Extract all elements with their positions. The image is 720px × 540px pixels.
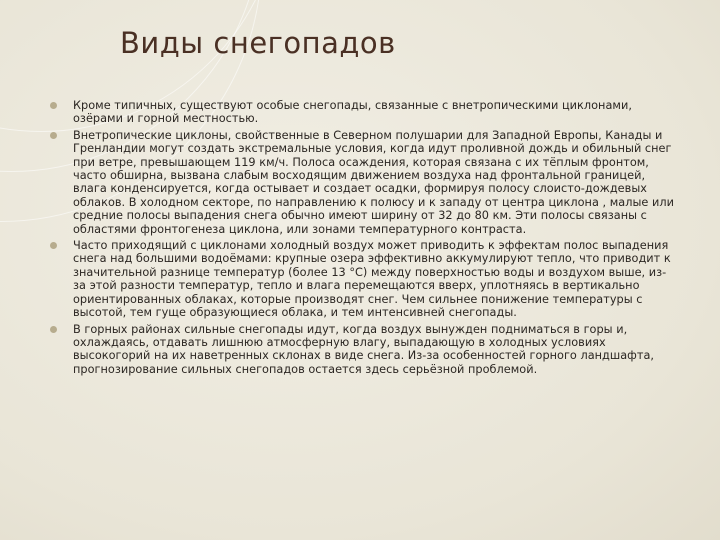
bullet-icon [50,326,57,333]
bullet-item [50,323,678,377]
bullet-item [50,239,678,319]
bullet-text: Часто приходящий с циклонами холодный воздух может приводить к эффектам полос выпадения снега над большими водоёмами: крупные озера эффективно аккумулируют тепло, что приводит к значительной разнице температур (более 13 °C) между поверхностью воды и воздухом выше, из-за этой разности температур, тепло и влага перемещаются вверх, уплотняясь в вертикально ориентированных облаках, которые производят снег. Чем сильнее понижение температуры с высотой, тем гуще образующиеся облака, и тем интенсивней снегопады. [73,239,671,320]
bullet-text: В горных районах сильные снегопады идут, когда воздух вынужден подниматься в горы и, охлаждаясь, отдавать лишнюю атмосферную влагу, выпадающую в холодных условиях высокогорий на их наветренных склонах в виде снега. Из-за особенностей горного ландшафта, прогнозирование сильных снегопадов остается здесь серьёзной проблемой. [73,322,655,376]
bullet-text: Кроме типичных, существуют особые снегопады, связанные с внетропическими циклонами, озёрами и горной местностью. [73,99,632,126]
bullet-icon [50,132,57,139]
bullet-list [50,99,678,379]
bullet-item [50,99,678,126]
bullet-item [50,129,678,236]
bullet-icon [50,102,57,109]
bullet-text: Внетропические циклоны, свойственные в Северном полушарии для Западной Европы, Канады и Гренландии могут создать экстремальные условия, когда идут проливной дождь и обильный снег при ветре, превышающем 119 км/ч. Полоса осаждения, которая связана с их тёплым фронтом, часто обширна, вызвана слабым восходящим движением воздуха над фронтальной границей, влага конденсируется, когда остывает и создает осадки, формируя полосу слоисто-дождевых облаков. В холодном секторе, по направлению к полюсу и к западу от центра циклона , малые или средние полосы выпадения снега обычно имеют ширину от 32 до 80 км. Эти полосы связаны с областями фронтогенеза циклона, или зонами температурного контраста. [73,128,674,236]
bullet-icon [50,242,57,249]
slide-title: Виды снегопадов [120,26,396,60]
